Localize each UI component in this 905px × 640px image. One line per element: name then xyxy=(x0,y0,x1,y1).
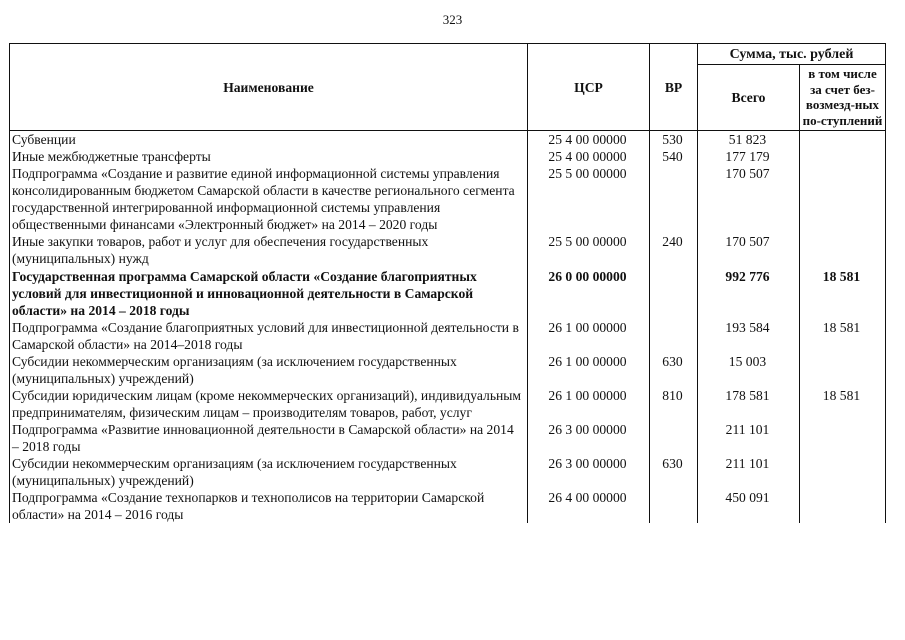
cell-name: Подпрограмма «Создание и развитие единой информационной системы управления консолидированным бюджетом Самарской области в качестве регионального сегмента государственной интегрированной информационной системы управления общественными финансами «Электронный бюджет» на 2014 – 2020 годы xyxy=(10,165,528,233)
header-vr: ВР xyxy=(650,44,698,131)
cell-bez xyxy=(800,455,886,489)
header-name: Наименование xyxy=(10,44,528,131)
cell-total: 211 101 xyxy=(698,455,800,489)
cell-name: Субсидии некоммерческим организациям (за исключением государственных (муниципальных) учреждений) xyxy=(10,353,528,387)
cell-csr: 26 4 00 00000 xyxy=(528,489,650,523)
cell-csr: 26 1 00 00000 xyxy=(528,319,650,353)
table-row xyxy=(10,387,886,421)
cell-total: 170 507 xyxy=(698,233,800,267)
cell-total: 51 823 xyxy=(698,131,800,149)
header-total: Всего xyxy=(698,65,800,131)
cell-vr xyxy=(650,421,698,455)
cell-vr xyxy=(650,267,698,319)
cell-csr: 25 4 00 00000 xyxy=(528,131,650,149)
cell-name: Иные закупки товаров, работ и услуг для обеспечения государственных (муниципальных) нужд xyxy=(10,233,528,267)
cell-vr xyxy=(650,489,698,523)
cell-name: Субсидии некоммерческим организациям (за исключением государственных (муниципальных) учреждений) xyxy=(10,455,528,489)
cell-total: 170 507 xyxy=(698,165,800,233)
table-row xyxy=(10,148,886,165)
cell-vr: 530 xyxy=(650,131,698,149)
cell-bez xyxy=(800,353,886,387)
cell-vr: 240 xyxy=(650,233,698,267)
table-row xyxy=(10,267,886,319)
cell-name: Субвенции xyxy=(10,131,528,149)
table-row xyxy=(10,353,886,387)
header-csr: ЦСР xyxy=(528,44,650,131)
cell-bez xyxy=(800,421,886,455)
cell-name: Субсидии юридическим лицам (кроме некоммерческих организаций), индивидуальным предпринимателям, физическим лицам – производителям товаров, работ, услуг xyxy=(10,387,528,421)
budget-table xyxy=(9,43,886,523)
header-sum: Сумма, тыс. рублей xyxy=(698,44,886,65)
table-row xyxy=(10,455,886,489)
cell-vr: 540 xyxy=(650,148,698,165)
cell-bez xyxy=(800,489,886,523)
cell-csr: 26 3 00 00000 xyxy=(528,421,650,455)
cell-vr xyxy=(650,319,698,353)
cell-csr: 25 5 00 00000 xyxy=(528,165,650,233)
table-header xyxy=(10,44,886,131)
cell-bez xyxy=(800,233,886,267)
header-bez xyxy=(800,65,886,131)
table-row xyxy=(10,489,886,523)
cell-vr xyxy=(650,165,698,233)
cell-name: Иные межбюджетные трансферты xyxy=(10,148,528,165)
cell-csr: 25 5 00 00000 xyxy=(528,233,650,267)
cell-csr: 26 1 00 00000 xyxy=(528,387,650,421)
cell-bez xyxy=(800,131,886,149)
cell-total: 193 584 xyxy=(698,319,800,353)
table-row xyxy=(10,319,886,353)
cell-total: 211 101 xyxy=(698,421,800,455)
table-body xyxy=(10,131,886,524)
cell-name: Подпрограмма «Развитие инновационной деятельности в Самарской области» на 2014 – 2018 годы xyxy=(10,421,528,455)
cell-csr: 26 0 00 00000 xyxy=(528,267,650,319)
cell-total: 992 776 xyxy=(698,267,800,319)
cell-bez: 18 581 xyxy=(800,319,886,353)
cell-total: 178 581 xyxy=(698,387,800,421)
page-number: 323 xyxy=(442,12,463,27)
cell-total: 450 091 xyxy=(698,489,800,523)
table-row xyxy=(10,165,886,233)
cell-csr: 26 3 00 00000 xyxy=(528,455,650,489)
cell-vr: 630 xyxy=(650,455,698,489)
table-row xyxy=(10,233,886,267)
cell-total: 15 003 xyxy=(698,353,800,387)
cell-bez: 18 581 xyxy=(800,267,886,319)
cell-csr: 25 4 00 00000 xyxy=(528,148,650,165)
cell-vr: 630 xyxy=(650,353,698,387)
cell-csr: 26 1 00 00000 xyxy=(528,353,650,387)
table-row xyxy=(10,131,886,149)
cell-bez: 18 581 xyxy=(800,387,886,421)
cell-bez xyxy=(800,148,886,165)
cell-total: 177 179 xyxy=(698,148,800,165)
cell-name: Подпрограмма «Создание благоприятных условий для инвестиционной деятельности в Самарской области» на 2014–2018 годы xyxy=(10,319,528,353)
cell-vr: 810 xyxy=(650,387,698,421)
cell-name: Государственная программа Самарской области «Создание благоприятных условий для инвестиционной и инновационной деятельности в Самарской области» на 2014 – 2018 годы xyxy=(10,267,528,319)
table-row xyxy=(10,421,886,455)
cell-bez xyxy=(800,165,886,233)
header-bez-text: в том числе за счет без-возмезд-ных по-ступлений xyxy=(802,66,883,128)
cell-name: Подпрограмма «Создание технопарков и технополисов на территории Самарской области» на 2014 – 2016 годы xyxy=(10,489,528,523)
